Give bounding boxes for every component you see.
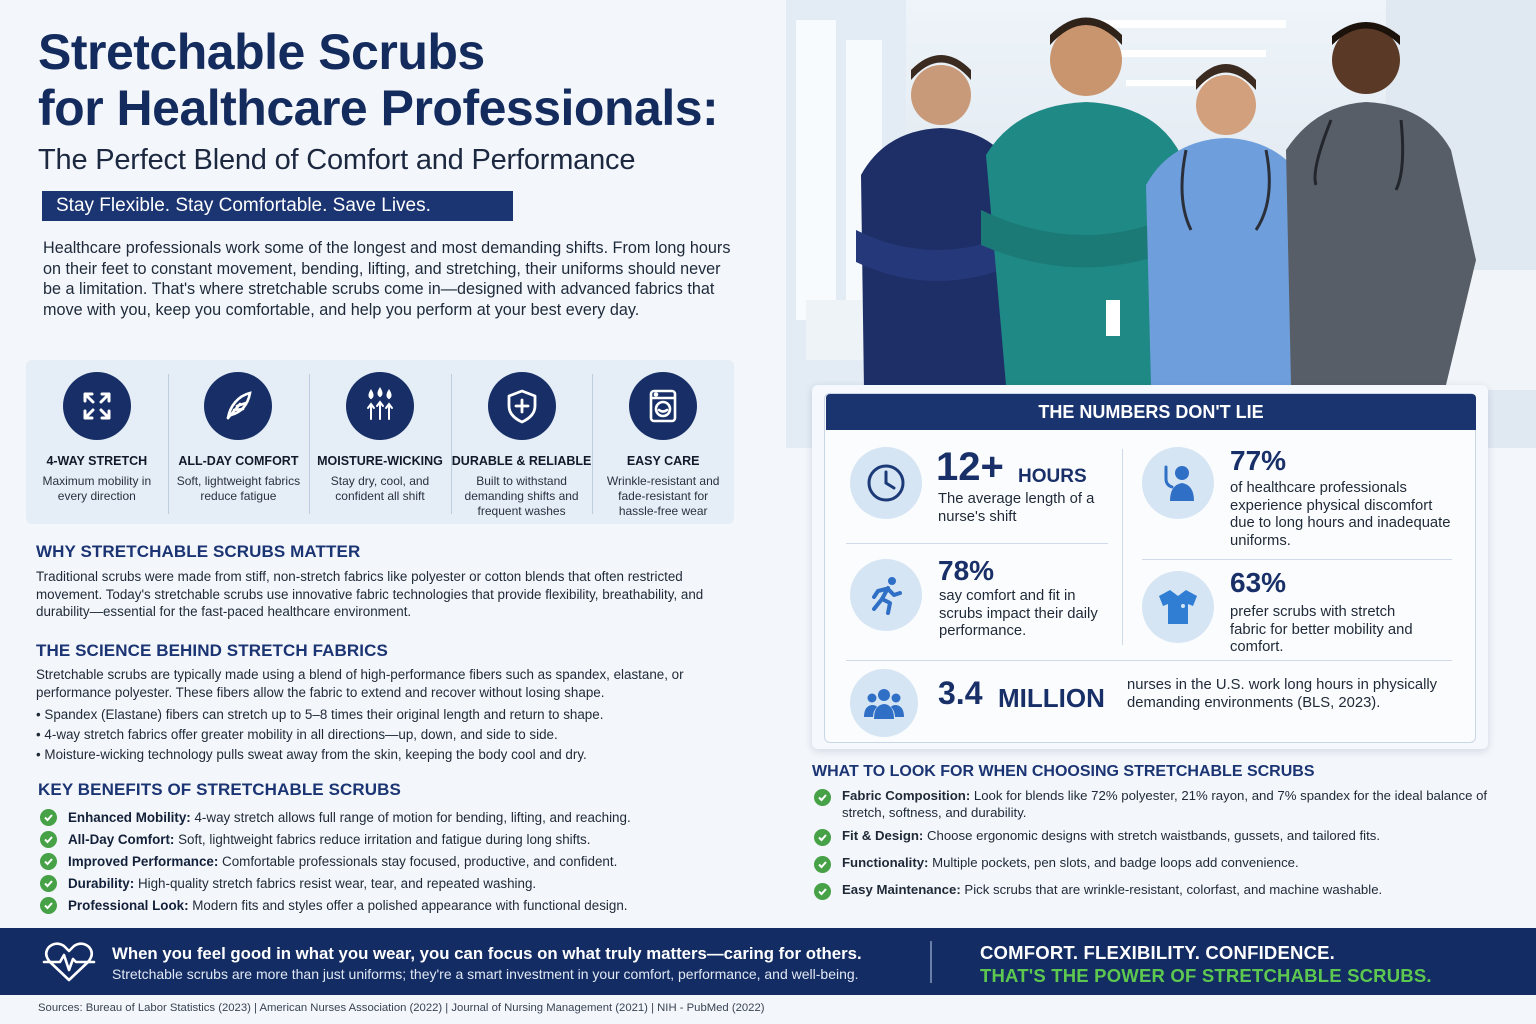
feature-easy-care (592, 360, 734, 524)
banner-slogan-line-1: COMFORT. FLEXIBILITY. CONFIDENCE. (980, 942, 1336, 963)
stat-desc-performance: say comfort and fit in scrubs impact their daily performance. (939, 588, 1098, 639)
banner-slogan-line-2: THAT'S THE POWER OF STRETCHABLE SCRUBS. (980, 965, 1432, 986)
stat-value-discomfort: 77% (1230, 445, 1287, 476)
science-heading: THE SCIENCE BEHIND STRETCH FABRICS (36, 641, 388, 660)
page-title (38, 24, 778, 136)
stat-desc-preference: prefer scrubs with stretch fabric for better mobility and comfort. (1230, 604, 1413, 655)
benefit-text: 4-way stretch allows full range of motion for bending, lifting, and reaching. (190, 809, 631, 825)
divider (1142, 559, 1452, 560)
stat-value-hours: 12+ (936, 445, 1004, 489)
feature-title: EASY CARE (626, 454, 700, 468)
look-text: Multiple pockets, pen slots, and badge loops add convenience. (928, 855, 1299, 870)
divider (1122, 449, 1123, 645)
feature-durable-reliable (451, 360, 593, 524)
title-line-1: Stretchable Scrubs (38, 24, 485, 80)
healthcare-team-photo (786, 0, 1536, 448)
benefit-label: Durability: (68, 875, 135, 891)
stat-value-preference: 63% (1230, 567, 1287, 598)
benefit-text: Comfortable professionals stay focused, productive, and confident. (218, 853, 618, 869)
banner-title: When you feel good in what you wear, you can focus on what truly matters—caring for others. (112, 944, 862, 963)
sources-footnote: Sources: Bureau of Labor Statistics (2023) | American Nurses Association (2022) | Journal of Nursing Management (2021) | NIH - PubMed (2022) (38, 1002, 765, 1014)
benefit-text: Modern fits and styles offer a polished appearance with functional design. (188, 897, 628, 913)
why-paragraph: Traditional scrubs were made from stiff, non-stretch fabrics like polyester or cotton blends that often restricted movement. Today's stretchable scrubs use innovative fabric technologies that provide flexibility, breathability, and durability—essential for the fast-paced healthcare environment. (36, 569, 704, 619)
benefit-label: Improved Performance: (68, 853, 219, 869)
look-text: Pick scrubs that are wrinkle-resistant, colorfast, and machine washable. (960, 882, 1383, 897)
scrub-top-icon (1142, 571, 1214, 643)
benefit-label: Professional Look: (68, 897, 189, 913)
droplets-arrows-icon (346, 372, 414, 440)
list-item: • Moisture-wicking technology pulls sweat away from the skin, keeping the body cool and dry. (36, 747, 587, 762)
running-person-icon (850, 559, 922, 631)
benefits-list (40, 806, 740, 916)
people-group-icon (850, 669, 918, 737)
feather-icon (204, 372, 272, 440)
list-item (40, 894, 740, 916)
numbers-card (812, 385, 1488, 749)
stat-desc-nurses: nurses in the U.S. work long hours in physically demanding environments (BLS, 2023). (1127, 677, 1438, 711)
look-text: Look for blends like 72% polyester, 21% rayon, and 7% spandex for the ideal balance of stretch, softness, and durability. (842, 788, 1488, 820)
feature-title: ALL-DAY COMFORT (178, 454, 299, 468)
list-item (814, 788, 1514, 828)
list-item (814, 855, 1514, 882)
look-label: Fabric Composition: (842, 788, 971, 803)
list-item (40, 872, 740, 894)
look-for-list (814, 788, 1514, 909)
check-icon (40, 853, 57, 870)
benefit-label: Enhanced Mobility: (68, 809, 191, 825)
list-item (814, 828, 1514, 855)
check-icon (40, 809, 57, 826)
stat-desc-hours: The average length of a nurse's shift (938, 491, 1095, 525)
list-item: • Spandex (Elastane) fibers can stretch up to 5–8 times their original length and return to shape. (36, 707, 604, 722)
feature-title: 4-WAY STRETCH (46, 454, 148, 468)
check-icon (40, 831, 57, 848)
four-way-arrows-icon (63, 372, 131, 440)
list-item (40, 850, 740, 872)
person-discomfort-icon (1142, 447, 1214, 519)
feature-desc: Maximum mobility in every direction (42, 474, 152, 503)
bottom-banner (0, 928, 1536, 995)
science-paragraph: Stretchable scrubs are typically made using a blend of high-performance fibers such as spandex, elastane, or performance polyester. These fibers allow the fabric to extend and recover without losing shape. (36, 667, 684, 700)
intro-paragraph: Healthcare professionals work some of the longest and most demanding shifts. From long hours on their feet to constant movement, bending, lifting, and stretching, their uniforms should never be a limitation. That's where stretchable scrubs come in—designed with advanced fabrics that move with you, keep you comfortable, and help you perform at your best every day. (43, 239, 731, 319)
title-line-2: for Healthcare Professionals: (38, 80, 719, 136)
numbers-heading: THE NUMBERS DON'T LIE (826, 394, 1476, 430)
feature-moisture-wicking (309, 360, 451, 524)
feature-title: MOISTURE-WICKING (317, 454, 443, 468)
why-heading: WHY STRETCHABLE SCRUBS MATTER (36, 542, 361, 561)
look-for-heading: WHAT TO LOOK FOR WHEN CHOOSING STRETCHABLE SCRUBS (812, 763, 1315, 780)
list-item: • 4-way stretch fabrics offer greater mobility in all directions—up, down, and side to side. (36, 727, 558, 742)
divider (846, 660, 1452, 661)
check-icon (814, 789, 831, 806)
benefit-label: All-Day Comfort: (68, 831, 175, 847)
look-label: Fit & Design: (842, 828, 924, 843)
feature-desc: Soft, lightweight fabrics reduce fatigue (176, 474, 301, 503)
stat-unit-hours: HOURS (1018, 466, 1087, 487)
list-item (40, 806, 740, 828)
heart-pulse-icon (40, 940, 98, 984)
stat-desc-discomfort: of healthcare professionals experience physical discomfort due to long hours and inadequate uniforms. (1230, 480, 1451, 549)
check-icon (814, 856, 831, 873)
hospital-corridor-illustration (786, 0, 1536, 448)
stat-value-performance: 78% (938, 555, 995, 586)
shield-plus-icon (488, 372, 556, 440)
page-subtitle: The Perfect Blend of Comfort and Performance (38, 144, 636, 176)
check-icon (814, 883, 831, 900)
check-icon (40, 897, 57, 914)
washing-machine-icon (629, 372, 697, 440)
benefit-text: High-quality stretch fabrics resist wear, tear, and repeated washing. (134, 875, 537, 891)
benefits-heading: KEY BENEFITS OF STRETCHABLE SCRUBS (38, 780, 401, 799)
feature-desc: Stay dry, cool, and confident all shift (330, 474, 430, 503)
science-bullets (36, 705, 736, 765)
feature-all-day-comfort (168, 360, 310, 524)
benefit-text: Soft, lightweight fabrics reduce irritation and fatigue during long shifts. (174, 831, 591, 847)
banner-subtitle: Stretchable scrubs are more than just uniforms; they're a smart investment in your comfort, performance, and well-being. (112, 966, 859, 982)
look-label: Easy Maintenance: (842, 882, 961, 897)
feature-title: DURABLE & RELIABLE (451, 454, 592, 468)
feature-desc: Wrinkle-resistant and fade-resistant for hassle-free wear (606, 474, 720, 518)
look-label: Functionality: (842, 855, 929, 870)
banner-divider (930, 941, 932, 983)
clock-icon (850, 447, 922, 519)
look-text: Choose ergonomic designs with stretch waistbands, gussets, and tailored fits. (923, 828, 1380, 843)
tagline-banner: Stay Flexible. Stay Comfortable. Save Lives. (42, 191, 513, 221)
stat-value-nurses: 3.4 (938, 675, 983, 711)
feature-desc: Built to withstand demanding shifts and frequent washes (464, 474, 579, 518)
divider (846, 543, 1108, 544)
check-icon (40, 875, 57, 892)
list-item (40, 828, 740, 850)
stat-unit-nurses: MILLION (998, 683, 1105, 713)
list-item (814, 882, 1514, 909)
features-strip (26, 360, 734, 524)
feature-4-way-stretch (26, 360, 168, 524)
check-icon (814, 829, 831, 846)
